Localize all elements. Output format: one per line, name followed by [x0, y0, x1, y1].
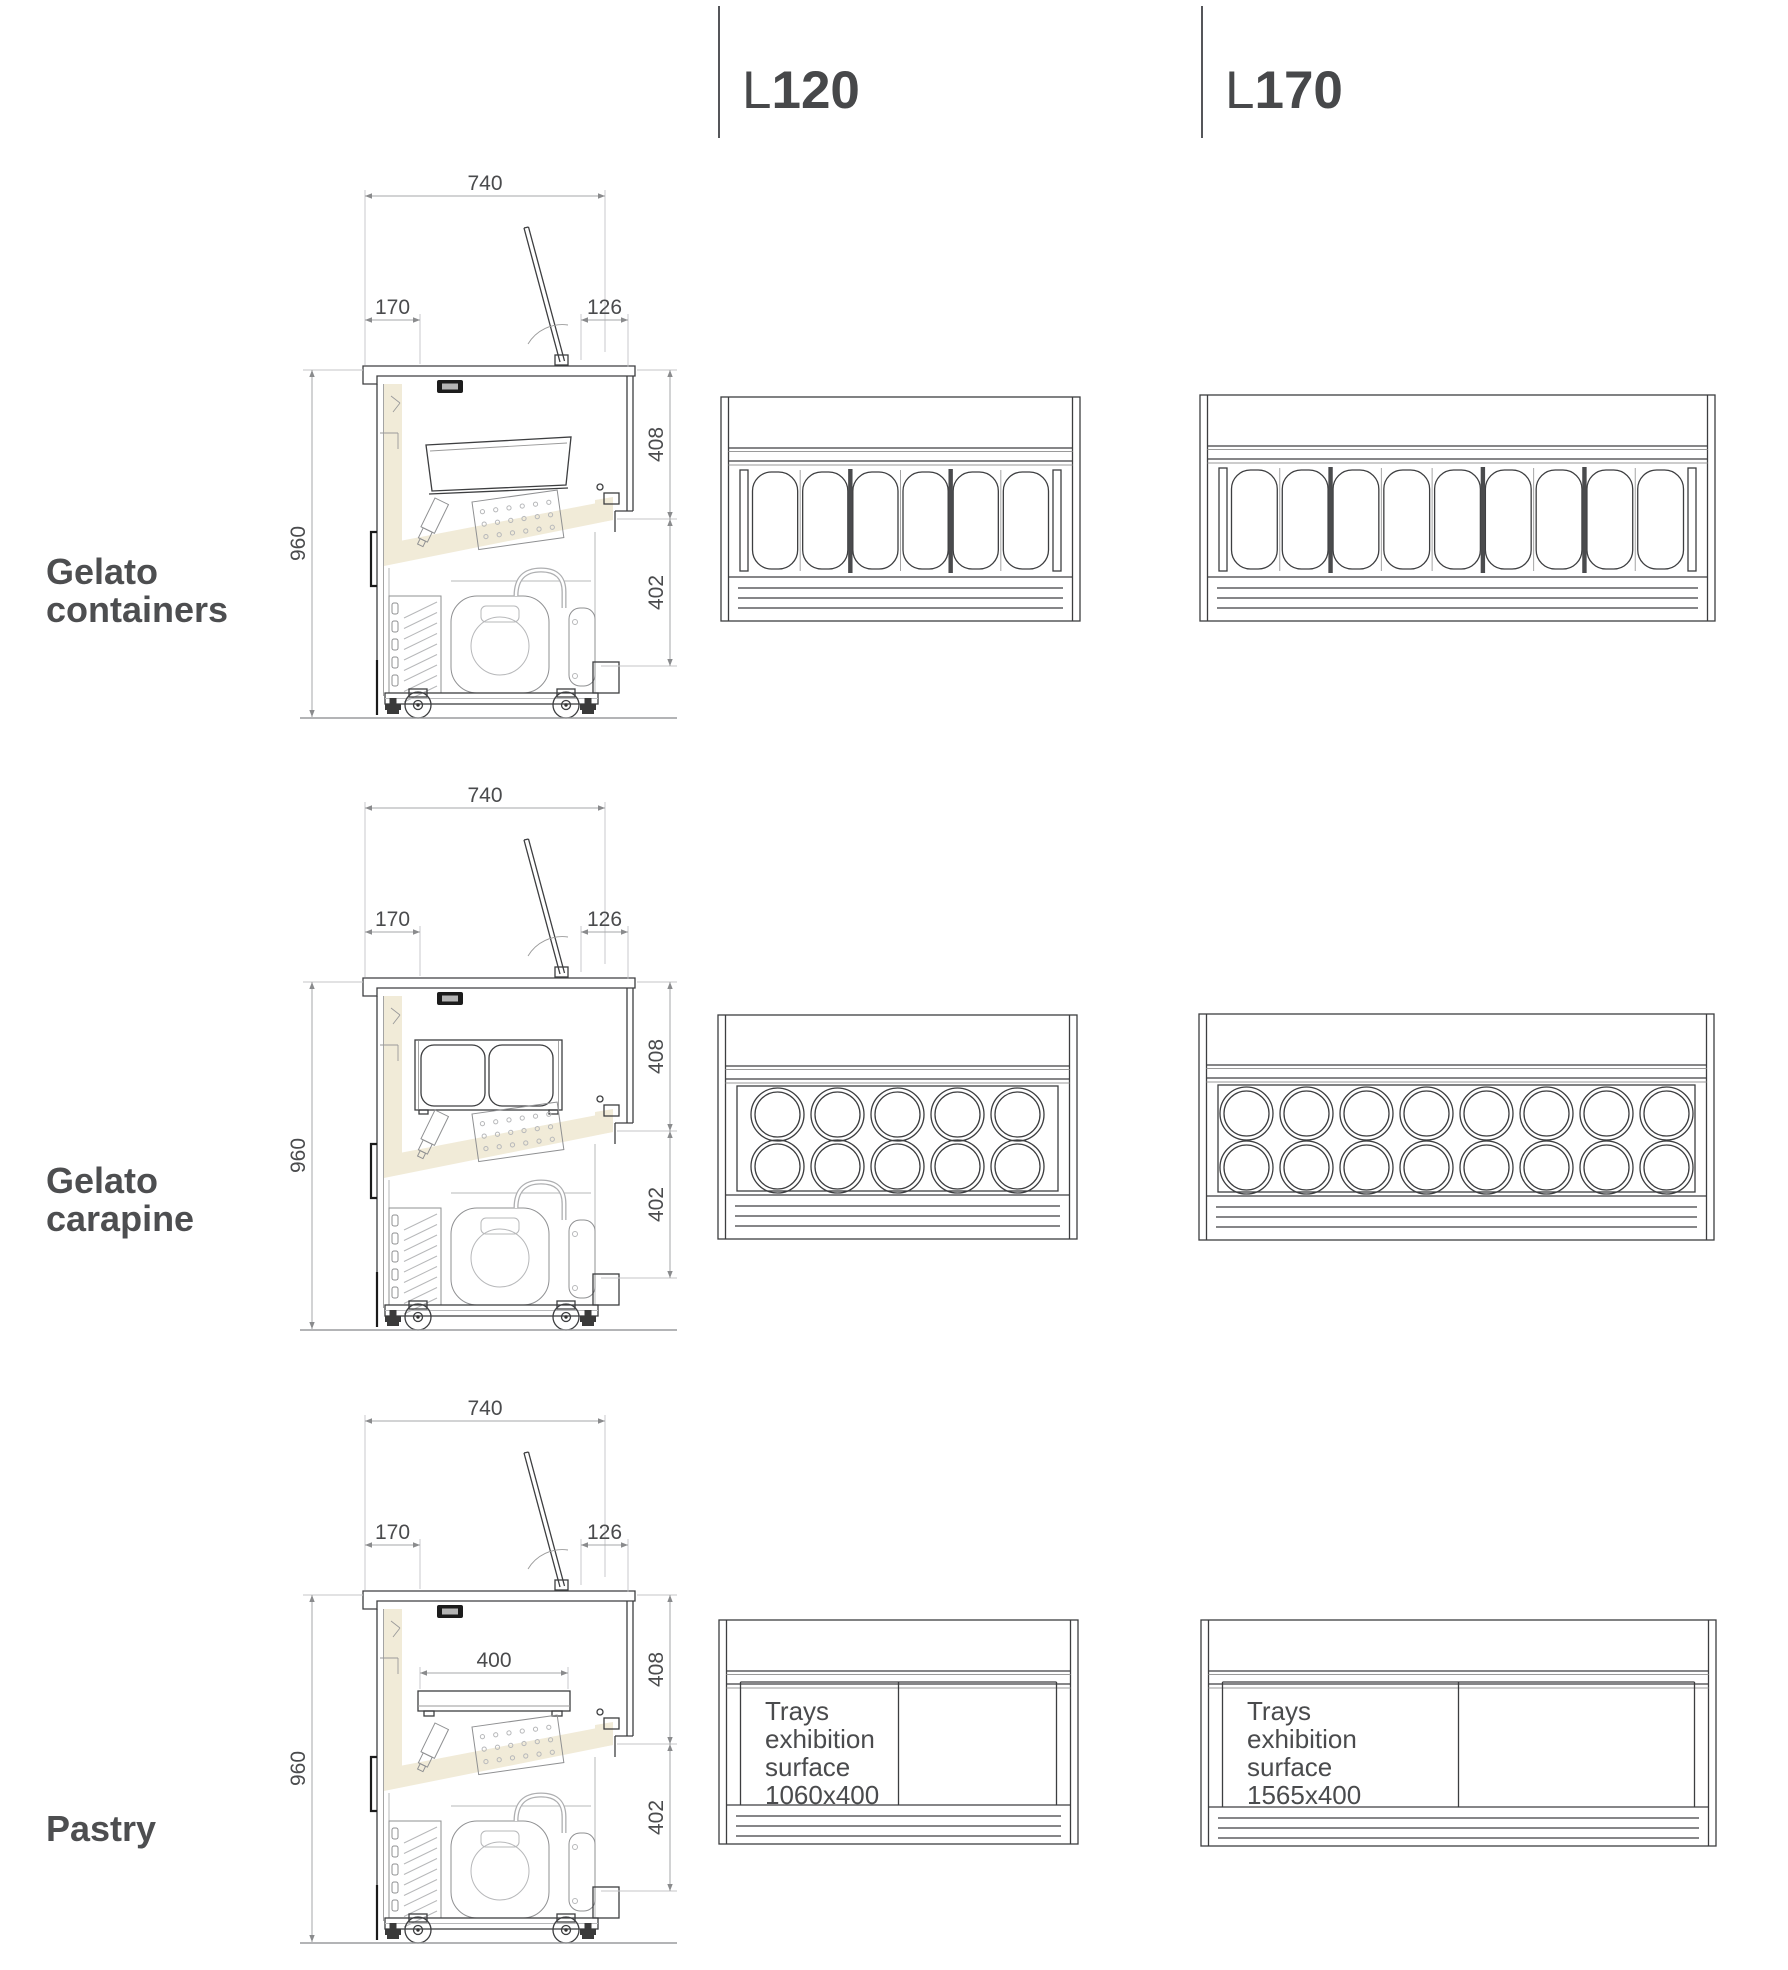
compressor	[451, 1795, 591, 1918]
dim-depth: 740	[467, 784, 503, 807]
pan-divider	[1582, 467, 1586, 573]
gelato-pan	[1638, 470, 1684, 569]
gelato-pan	[1485, 470, 1531, 569]
carapina-well	[1580, 1141, 1633, 1194]
carapina-well	[1280, 1087, 1333, 1140]
adjustable-foot	[385, 1310, 401, 1326]
dim-tray-depth: 400	[476, 1649, 512, 1672]
open-lid	[524, 839, 568, 977]
pan-divider	[1481, 467, 1485, 573]
trays-surface-note: Trays exhibition surface 1565x400	[1247, 1696, 1362, 1810]
dim-tray-depth-group	[420, 1649, 568, 1689]
carapina-well	[751, 1088, 804, 1141]
lid-swing-arc	[528, 1550, 568, 1569]
adjustable-foot	[385, 1923, 401, 1939]
carapine-wells	[1218, 1085, 1695, 1194]
lid-hinge	[555, 1580, 568, 1590]
column-divider-l170	[1201, 6, 1203, 138]
counter-top	[363, 978, 635, 996]
gelato-pans	[1219, 467, 1696, 573]
carapina-well	[811, 1088, 864, 1141]
compressor	[451, 1182, 591, 1305]
lid-hinge	[555, 967, 568, 977]
rear-bracket	[593, 1274, 619, 1305]
end-cap	[740, 470, 748, 571]
carapina-well	[991, 1140, 1044, 1193]
dim-lid-offset: 126	[586, 1521, 623, 1544]
lid-swing-arc	[528, 325, 568, 344]
condenser-coil	[389, 1208, 441, 1314]
adjustable-foot	[580, 698, 596, 714]
side-view-pastry	[285, 1365, 690, 1960]
row-label-gelato-containers: Gelato containers	[46, 551, 229, 630]
front-view-pastry-l120	[718, 1619, 1079, 1845]
gelato-pan	[1282, 470, 1328, 569]
gelato-pan	[953, 472, 998, 569]
carapina-well	[1280, 1141, 1333, 1194]
front-frame	[1199, 1014, 1714, 1240]
front-drawing	[1199, 394, 1716, 622]
gelato-pan	[1333, 470, 1379, 569]
carapina-holder-side	[415, 1040, 562, 1114]
dim-machine-height: 402	[645, 1186, 668, 1223]
carapina-well	[871, 1088, 924, 1141]
left-panel-edge	[371, 532, 377, 715]
carapine-wells	[737, 1086, 1058, 1193]
carapina-well	[1220, 1141, 1273, 1194]
dimensions	[287, 172, 677, 717]
gelato-pan	[903, 472, 948, 569]
carapina-well	[1400, 1141, 1453, 1194]
gelato-pan	[1587, 470, 1633, 569]
gelato-pan	[853, 472, 898, 569]
dim-depth: 740	[467, 172, 503, 195]
gelato-pan	[1536, 470, 1582, 569]
condenser-coil	[389, 1821, 441, 1927]
condenser-coil	[389, 596, 441, 702]
dim-front-overhang: 170	[374, 296, 411, 319]
carapina-well	[991, 1088, 1044, 1141]
model-prefix: L	[1225, 61, 1255, 120]
front-frame	[718, 1015, 1077, 1239]
gelato-pan	[1435, 470, 1481, 569]
pastry-tray-side	[418, 1691, 570, 1716]
dimensions	[287, 784, 677, 1329]
side-view-gelato-carapine	[285, 752, 690, 1347]
side-section-drawing	[285, 140, 690, 735]
dim-machine-height: 402	[645, 1799, 668, 1836]
carapina-well	[1400, 1087, 1453, 1140]
lid-hinge	[555, 355, 568, 365]
end-cap	[1688, 468, 1696, 571]
carapina-well	[1460, 1141, 1513, 1194]
dim-display-height: 408	[645, 1038, 668, 1075]
side-section-drawing	[285, 752, 690, 1347]
carapina-well	[871, 1140, 924, 1193]
counter-top	[363, 366, 635, 384]
column-header-l120	[742, 60, 860, 121]
gelato-pan	[803, 472, 848, 569]
gelato-pan	[1384, 470, 1430, 569]
dim-display-height: 408	[645, 1651, 668, 1688]
carapina-well	[811, 1140, 864, 1193]
gelato-pan	[1232, 470, 1278, 569]
adjustable-foot	[580, 1310, 596, 1326]
open-lid	[524, 227, 568, 365]
counter-top	[363, 1591, 635, 1609]
front-view-gelato-carapine-l170	[1198, 1013, 1715, 1241]
model-size: 170	[1254, 61, 1343, 120]
row-label-gelato-carapine: Gelato carapine	[46, 1160, 195, 1239]
adjustable-foot	[385, 698, 401, 714]
front-drawing	[717, 1014, 1078, 1240]
left-panel-edge	[371, 1144, 377, 1327]
compressor	[451, 570, 591, 693]
carapina-well	[1460, 1087, 1513, 1140]
trays-surface-note: Trays exhibition surface 1060x400	[765, 1696, 880, 1810]
carapina-well	[1520, 1141, 1573, 1194]
row-label-pastry: Pastry	[46, 1808, 157, 1849]
carapina-well	[751, 1140, 804, 1193]
front-drawing	[1198, 1013, 1715, 1241]
dim-height: 960	[287, 525, 310, 562]
carapina-well	[1640, 1087, 1693, 1140]
front-view-pastry-l170	[1200, 1619, 1717, 1847]
dim-height: 960	[287, 1750, 310, 1787]
dim-height: 960	[287, 1137, 310, 1174]
carapina-well	[1640, 1141, 1693, 1194]
adjustable-foot	[580, 1923, 596, 1939]
front-drawing	[720, 396, 1081, 622]
dim-lid-offset: 126	[586, 296, 623, 319]
dim-depth: 740	[467, 1397, 503, 1420]
dim-lid-offset: 126	[586, 908, 623, 931]
gelato-pans	[740, 469, 1061, 573]
dim-machine-height: 402	[645, 574, 668, 611]
carapina-well	[931, 1088, 984, 1141]
dim-front-overhang: 170	[374, 1521, 411, 1544]
front-view-gelato-containers-l120	[720, 396, 1081, 622]
open-lid	[524, 1452, 568, 1590]
dim-front-overhang: 170	[374, 908, 411, 931]
carapina-well	[1340, 1087, 1393, 1140]
front-view-gelato-carapine-l120	[717, 1014, 1078, 1240]
end-cap	[1219, 468, 1227, 571]
side-view-gelato-containers	[285, 140, 690, 735]
carapina-well	[1340, 1141, 1393, 1194]
end-cap	[1053, 470, 1061, 571]
carapina-well	[931, 1140, 984, 1193]
left-panel-edge	[371, 1757, 377, 1940]
dim-display-height: 408	[645, 426, 668, 463]
column-header-l170	[1225, 60, 1343, 121]
model-prefix: L	[742, 61, 772, 120]
gelato-pan	[1003, 472, 1048, 569]
pan-divider	[848, 469, 852, 573]
side-section-drawing	[285, 1365, 690, 1960]
model-size: 120	[771, 61, 860, 120]
pan-divider	[1328, 467, 1332, 573]
rear-bracket	[593, 1887, 619, 1918]
rear-bracket	[593, 662, 619, 693]
carapina-well	[1580, 1087, 1633, 1140]
carapina-well	[1520, 1087, 1573, 1140]
display-deck	[384, 384, 613, 566]
pan-divider	[948, 469, 952, 573]
gelato-pan	[753, 472, 798, 569]
lid-swing-arc	[528, 937, 568, 956]
gelato-pan-side	[426, 437, 571, 491]
carapina-well	[1220, 1087, 1273, 1140]
front-view-gelato-containers-l170	[1199, 394, 1716, 622]
column-divider-l120	[718, 6, 720, 138]
